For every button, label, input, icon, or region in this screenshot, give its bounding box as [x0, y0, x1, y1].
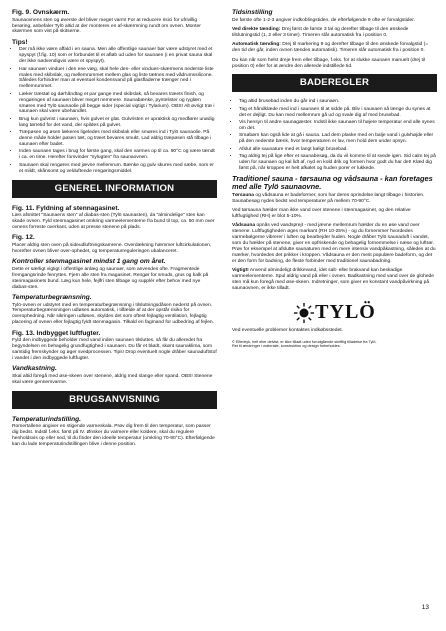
tips-item: • Der må ikke være affald i en sauna. Men alle offentlige saunaer bør være udstyret med et spyspyt (f.fig. 10) som er forbundet til et afløb ud uden for saunaen (i en privat sauna skal der ikke nødvendigvis være et spyspyt).	[19, 47, 217, 65]
banner-brugsanvisning: BRUGSANVISNING	[12, 391, 217, 409]
fig9-heading: Fig. 9. Ovnskærm.	[12, 9, 70, 16]
footnote	[232, 340, 437, 349]
tylo-logo	[232, 302, 437, 324]
vigtigt-label: Vigtigt!	[232, 268, 249, 274]
tips-item: • Har saunaen vinduer i den ene væg, skal hele den- eller vindues-skærmens nederste liste males med skibslak, og mellemrummet mellem glas og liste tætnes med vådrumssilicone. Således forhindrer man at eventuel kondensvand på glasfladerne trænger ned i mellemrummet.	[19, 67, 217, 91]
left-column	[12, 9, 217, 452]
tidsinstilling-auto	[232, 42, 437, 54]
vaadsauna-text	[232, 223, 437, 264]
banner-baderegler: BADEREGLER	[232, 74, 437, 92]
baderegel-item: • Tag aldrig tej på lige efter et saunabesøg, da du vil komme til at svede igen. Sid calm tej på uden for saunaen og kal lidt af, nyd en kold drik og formen hvor godt du har det! Klæd dig først på, når kroppen er helt afkølet og huden porer er lukkede.	[239, 154, 437, 172]
toersauna-text	[232, 193, 437, 205]
toersauna-rh-text: Ved tørsauna hælder man ikke vand over stenene i stenmagasinet, og den relative luftfugtighed (RH) er blot 5-10%.	[232, 208, 411, 219]
baderegel-item: • Tag et håndklæde med ind i saunaen til at sidde på. Bliv i saunaen så længe du synes at det er dejligt. Du kan med mellemrum gå ud og svale dig af med brusebad.	[239, 107, 437, 119]
logo-caption: Ved eventuelle problemer kontaktes indkøbsstedet.	[232, 327, 343, 333]
footnote-changes: Ret til ændringer i materiale, konstruktion og design forbeholdes.	[232, 344, 341, 349]
fig12-heading: Fig. 12.	[12, 234, 35, 242]
tidsinstilling-heading: Tidsinstilling	[232, 9, 273, 16]
tips-item: • Saunaen skal rengøres med jævne mellemrum. Bænke og gulv skures med sæbe, som er et mildt, skånsomt og velduftende rengøringsmiddel.	[19, 163, 217, 175]
toersauna-body: og vådsauna er badeformer, som har deres oprindelse langt tilbage i historien. Saunabesøg nydes bedst ved temperaturer på mellem 70-90°C.	[232, 192, 425, 204]
baderegel-item: • Afslut alle saunature med et langt køligt brusebad.	[239, 147, 437, 153]
tips-item: • Læker træstøl og dørhåndtag et par gange med skibslak, så bevares træets finish, og rengøringen af saunaen bliver meget nemmere. Saunabænke, pyntelister og ryglæn smøres med Tylö saunaolie på begge sider (special vigtigt i Tylarium). OBS! Alt øvrigt træ i saunaen skal være ubehandlet.	[19, 92, 217, 116]
baderegel-item: • Tag altid brusebad inden du går ind i saunaen.	[239, 99, 437, 105]
vaadsauna-body: opnås ved vandsprejt - med jævne mellemrum hælder du en øse vand over stenene. Luftfugtigheden øges markant (RH 10-25%) - og du fornemmer hvordedes varmebølgerne vibrerer i luften og bearbejder huden. Nogle dråber Tylö saunaduft i vandet, som du hælder på stenene, giver en opfriskende og behagelig fornemmelse i næse og luftrør. Prøv for eksempel at afslutte saunaturen med en mere intensiv vandpåkastning, således at du mærker, hvordedes det prikker i kroppen. Vådsauna er den mest populære badeform, og det er den form for badning, de fleste forbinder med traditionel saunabadning.	[232, 223, 436, 264]
tips-item: • Brug kun gulvrist i saunaen, hvis gulvet er glat. Gulvristen er upraktisk og medfører unødig lang tørretid for det vand, der spildes på gulvet.	[19, 117, 217, 129]
baderegler-list	[232, 99, 437, 171]
auto-label: Automatisk tænding:	[232, 42, 281, 48]
auto-text: Drej til markering 9 og derefter tilbage til den ønskede forvalgstid (= den tid der går, inden ovnen tændes automatisk). Timeren slår automatisk fra i position 0.	[232, 42, 429, 54]
vandkastning-text: Skal altid foregå med øse-skeen over stenene, aldrig med slange eller spand. OBS! Stenene skal være gennemvarme.	[12, 374, 213, 385]
tylo-logo-text: TYLÖ	[315, 300, 376, 323]
vandkastning-heading: Vandkastning.	[12, 365, 57, 373]
baderegel-item: • Vis hensyn til andre saunagæster. Indstil ikke saunaen til højere temperatur end alle synes om det.	[239, 120, 437, 132]
vigtigt-text	[232, 268, 437, 292]
toersauna-label: Tørsauna	[232, 192, 255, 198]
direct-text: Drej først de første 3 tal og derefter tilbage til den ønskede tilslutningstid (1, 2 eller 3 timer). Timeren slår automatisk fra i position 0.	[232, 27, 409, 38]
tips-item: • Træpøsen og øsen lækeres ligeledes med skibslak eller smøres ind i Tylö saunaolie. På denne måde holder pøsen tæt, og træet bevares smukt. Lad aldrig træpøsen stå tilbage i saunaen efter badet.	[19, 130, 217, 148]
right-column	[232, 9, 437, 349]
temperaturindstilling-heading: Temperaturindstilling.	[12, 415, 81, 423]
temperaturbegraensning-heading: Temperaturbegrænsning.	[12, 293, 92, 301]
direct-label: Ved direkte tænding:	[232, 27, 281, 32]
fig9-text: Saunaovnens sten og øverste del bliver meget varm! For at reducere risici for ufrivillig berøring, anbefaler Tylö altid at der monteres en af-skærmning rundt om ovnen. Monter skærmen som vist på skitserne.	[12, 17, 201, 35]
fig11-heading: Fig. 11. Fyldning af stennagasinet.	[12, 204, 120, 212]
tips-list	[12, 47, 217, 174]
temperaturindstilling-text: Romertallene angiver en stigende varmeskala. Prøv dig frem til den temperatur, som passer dig bedst. Indstil f.eks. først på IV. Ønsker du varmere eller koldere, skal du regulere henholdsvis op eller ned, til du finder den ideelle temperatur (omkring 70-90°C). Efterfølgende kan du lade temperaturindstillingen blive i denne position.	[12, 424, 215, 448]
baderegel-item: • Smøbørn kan også lide at gå i sauna. Lad dem plaske med en balje vand i gulvhøjde eller på den nederste bænk, hvor temperaturen er lav, men hold dem under opsyn.	[239, 133, 437, 145]
tidsinstilling-direct	[232, 27, 437, 39]
tips-item: • Inden saunaen tages i brug for første gang, skal den varmes op til ca. 90°C og være tændt i ca. en time. Herefter forsvinder "nylugten" fra saunaovnen.	[19, 149, 217, 161]
tips-heading: Tips!	[12, 38, 28, 46]
footnote-copyright: © Eftertryk, helt eller delvist, er ikke tilladt uden forudgående skriftlig tilladelse fra Tylö.	[232, 339, 377, 344]
vaadsauna-label: Vådsauna	[232, 223, 256, 229]
page-number: 13	[421, 604, 429, 611]
fig12-text: Placer aldrig sten oven på sideudluftningskamrene. Overdækning hæmmer luftcirkulationen, hvorefter ovnen bliver over-ophedet, og temperaturreguleringen ubalanceret.	[12, 242, 212, 254]
kontroller-heading: Kontroller stenmagasinet mindst 1 gang om året.	[12, 258, 166, 266]
banner-general-information: GENEREL INFORMATION	[12, 180, 217, 198]
kontroller-text: Dette er særligt vigtigt i offentlige anlæg og saunaer, som anvendes ofte. Fragmentede fremgangsrinde fenryttes. Fjern alle sten fra magasinet. Rengør for smuds, grus og kalk på stenmagasinets bund. Læg kun hele, fejlfri sten tilbage og supplér efter behov med nye diabas-sten.	[12, 266, 209, 290]
vigtigt-body: Anvend almindeligt drikkevand, idet salt- eller brakvand kan beskadige varmeelementerne. Spul aldrig vand på eller i ovnen. Badkastning med vand over de glohede sten må kun foregå med øse-skeen. Indretninger, som giver en konstant vandpåvirkning på saunaovnen, er ikke tilladt.	[232, 268, 435, 291]
fig13-text: Fyld den indbyggede beholder med vand inden saunaen tilsluttes, så får du alleredet fra begyndelsen en behagelig grundfugtighed i saunaen. Du får et blødt, skønt saunaklima, som samtidig fremskynder og øger svedprocessen. Tips! Drop eventuelt nogle dråber saunaduftstof i vandet i den indbyggede luftfugter.	[12, 338, 217, 361]
fig11-text: Læs afsnittet "Saunaens sten" af diabas-sten (Tylö saunasten), da "almindelige" sten kan skade ovnen. Fyld stenmagasinet omkring varmeelementerne fra bund til top, ca. 50 mm over ovnens forreste overkant, uden at presse stenene på plads.	[12, 213, 215, 230]
tidsinstilling-text1: De første ofte 1-2-3 angiver indkoblingstiden, de efterfølgende 9 ofte er forvalgstider.	[232, 17, 415, 23]
fig13-heading: Fig. 13. Indbygget luftfugter.	[12, 329, 101, 337]
traditionel-sauna-heading: Traditionel sauna - tørsauna og vådsauna - kan foretages med alle Tylö saunaovne.	[232, 173, 433, 192]
temperaturbegraensning-text: Tylö-ovnen er udstyret med en temperaturbegrænsning i tilslutningsdåsen nederst på ovnen. Temperaturbegrænsningen udløses automatisk, i tilfælde af at der opstår risiko for overophedning. Når sikringen udløses, skyldes det som oftest fejlagtig ventilation, fejlagtig placering af ovnen eller fejlagtig fyldt stenmagasin. Tilkald en fagmand for udbedring af fejlen.	[12, 302, 214, 326]
tylo-logo-sun-icon	[293, 302, 315, 324]
tidsinstilling-text4: Du kan når som helst dreje frem eller tilbage, f.eks. for at slukke saunaen manuelt (drej til position 0) eller for at ændre den allerede indstillede tid.	[232, 57, 425, 69]
